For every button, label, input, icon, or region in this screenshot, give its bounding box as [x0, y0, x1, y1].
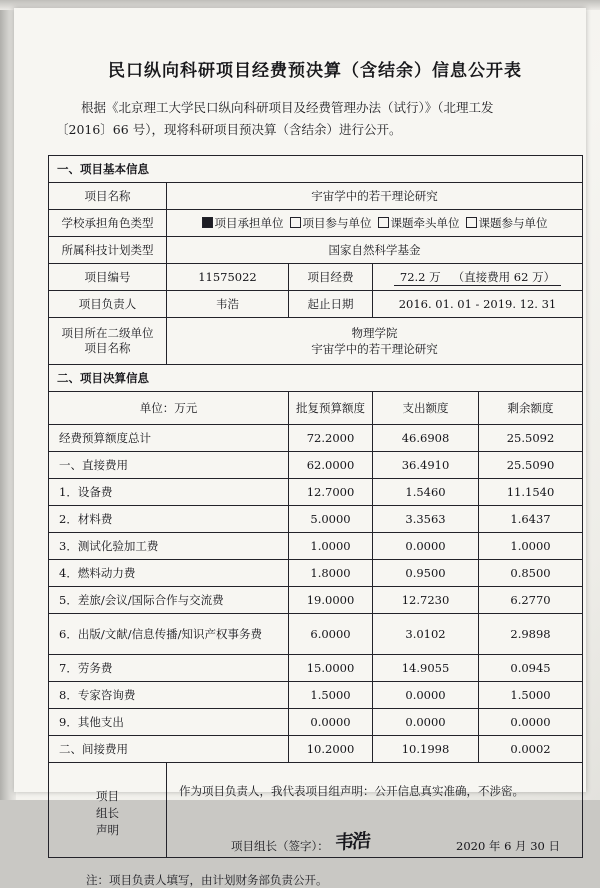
- footnote: 注：项目负责人填写，由计划财务部负责公开。: [86, 873, 328, 887]
- budget-row-budget: 1.5000: [289, 682, 373, 709]
- budget-row-budget: 15.0000: [289, 655, 373, 682]
- budget-row-spent: 0.0000: [373, 709, 479, 736]
- budget-row-label: 1．设备费: [49, 479, 289, 506]
- leader-value: 韦浩: [167, 291, 289, 318]
- funding-value-cell: [373, 264, 583, 291]
- budget-row-remain: 1.0000: [479, 533, 583, 560]
- section2-heading-row: [49, 365, 583, 392]
- role-type-options: [167, 210, 583, 237]
- role-option-0[interactable]: [202, 216, 284, 230]
- funding-amount: 72.2 万: [394, 269, 447, 286]
- table-row: [49, 452, 583, 479]
- budget-row-spent: 36.4910: [373, 452, 479, 479]
- table-row: [49, 506, 583, 533]
- budget-row-remain: 25.5090: [479, 452, 583, 479]
- budget-row-label: 2．材料费: [49, 506, 289, 533]
- budget-row-remain: 0.0945: [479, 655, 583, 682]
- budget-row-spent: 0.0000: [373, 682, 479, 709]
- budget-row-remain: 0.0002: [479, 736, 583, 763]
- budget-row-spent: 3.3563: [373, 506, 479, 533]
- department-label: [49, 318, 167, 365]
- role-option-3-label: 课题参与单位: [478, 216, 548, 230]
- budget-row-label: 4．燃料动力费: [49, 560, 289, 587]
- budget-row-label: 9．其他支出: [49, 709, 289, 736]
- budget-row-budget: 62.0000: [289, 452, 373, 479]
- declaration-label: [49, 763, 167, 858]
- role-option-0-label: 项目承担单位: [214, 216, 284, 230]
- budget-row-label: 7．劳务费: [49, 655, 289, 682]
- budget-row-remain: 25.5092: [479, 425, 583, 452]
- role-option-2[interactable]: [372, 216, 460, 230]
- column-header-budget: 批复预算额度: [289, 392, 373, 425]
- budget-row-label: 二、间接费用: [49, 736, 289, 763]
- funding-direct-cost: （直接费用 62 万）: [447, 269, 561, 286]
- budget-row-label: 3．测试化验加工费: [49, 533, 289, 560]
- role-option-1-label: 项目参与单位: [302, 216, 372, 230]
- declaration-label-line3: 声明: [96, 823, 119, 837]
- project-name-label: 项目名称: [49, 183, 167, 210]
- budget-row-budget: 19.0000: [289, 587, 373, 614]
- budget-row-remain: 1.6437: [479, 506, 583, 533]
- paper-sheet: [14, 8, 586, 887]
- budget-row-budget: 0.0000: [289, 709, 373, 736]
- budget-row-budget: 1.0000: [289, 533, 373, 560]
- period-value: 2016. 01. 01 - 2019. 12. 31: [373, 291, 583, 318]
- leader-label: 项目负责人: [49, 291, 167, 318]
- department-value-line1: 物理学院: [351, 326, 398, 340]
- project-name-value: 宇宙学中的若干理论研究: [167, 183, 583, 210]
- funding-label: 项目经费: [289, 264, 373, 291]
- table-row: [49, 655, 583, 682]
- budget-row-remain: 0.0000: [479, 709, 583, 736]
- column-header-remain: 剩余额度: [479, 392, 583, 425]
- declaration-text: 作为项目负责人，我代表项目组声明：公开信息真实准确，不涉密。: [179, 784, 524, 798]
- table-row-project-number: [49, 264, 583, 291]
- intro-line-1: 根据《北京理工大学民口纵向科研项目及经费管理办法（试行）》（北理工发: [81, 100, 494, 115]
- project-number-value: 11575022: [167, 264, 289, 291]
- signature-label: 项目组长（签字）：: [231, 839, 329, 853]
- table-row: [49, 709, 583, 736]
- plan-type-label: 所属科技计划类型: [49, 237, 167, 264]
- role-type-label: 学校承担角色类型: [49, 210, 167, 237]
- budget-row-label: 一、直接费用: [49, 452, 289, 479]
- intro-paragraph: [56, 97, 574, 141]
- budget-row-spent: 10.1998: [373, 736, 479, 763]
- signature-date: 2020 年 6 月 30 日: [456, 839, 560, 853]
- plan-type-value: 国家自然科学基金: [167, 237, 583, 264]
- budget-row-label: 6．出版/文献/信息传播/知识产权事务费: [49, 614, 289, 655]
- document-content: [48, 42, 582, 888]
- section1-heading-row: [49, 156, 583, 183]
- budget-row-budget: 12.7000: [289, 479, 373, 506]
- section1-heading: 一、项目基本信息: [49, 156, 583, 183]
- table-row: [49, 614, 583, 655]
- budget-row-spent: 0.0000: [373, 533, 479, 560]
- handwritten-signature: 韦浩: [334, 829, 370, 855]
- column-header-unit: 单位：万元: [49, 392, 289, 425]
- budget-row-budget: 6.0000: [289, 614, 373, 655]
- budget-row-label: 8．专家咨询费: [49, 682, 289, 709]
- table-row: [49, 736, 583, 763]
- budget-row-remain: 0.8500: [479, 560, 583, 587]
- page-title: 民口纵向科研项目经费预决算（含结余）信息公开表: [108, 61, 522, 81]
- budget-row-remain: 2.9898: [479, 614, 583, 655]
- budget-row-spent: 3.0102: [373, 614, 479, 655]
- table-row-role-type: [49, 210, 583, 237]
- budget-row-budget: 5.0000: [289, 506, 373, 533]
- table-row: [49, 533, 583, 560]
- role-option-1[interactable]: [284, 216, 372, 230]
- budget-row-budget: 72.2000: [289, 425, 373, 452]
- role-option-3[interactable]: [460, 216, 548, 230]
- signature-row: [171, 827, 578, 854]
- budget-row-label: 5．差旅/会议/国际合作与交流费: [49, 587, 289, 614]
- table-row-department: [49, 318, 583, 365]
- declaration-body: [167, 763, 583, 858]
- budget-row-remain: 1.5000: [479, 682, 583, 709]
- declaration-row: [49, 763, 583, 858]
- table-row: [49, 587, 583, 614]
- table-row: [49, 479, 583, 506]
- table-row-plan-type: [49, 237, 583, 264]
- budget-row-spent: 1.5460: [373, 479, 479, 506]
- section2-heading: 二、项目决算信息: [49, 365, 583, 392]
- information-table: [48, 155, 583, 858]
- department-label-line2: 项目名称: [84, 341, 131, 355]
- declaration-label-line2: 组长: [96, 806, 119, 820]
- table-row: [49, 560, 583, 587]
- budget-row-spent: 46.6908: [373, 425, 479, 452]
- budget-row-spent: 0.9500: [373, 560, 479, 587]
- checkbox-empty-icon[interactable]: [290, 217, 301, 228]
- role-option-2-label: 课题牵头单位: [390, 216, 460, 230]
- budget-row-spent: 12.7230: [373, 587, 479, 614]
- table-row-leader: [49, 291, 583, 318]
- project-number-label: 项目编号: [49, 264, 167, 291]
- column-header-spent: 支出额度: [373, 392, 479, 425]
- table-row: [49, 425, 583, 452]
- period-label: 起止日期: [289, 291, 373, 318]
- checkbox-filled-icon[interactable]: [202, 217, 213, 228]
- table-row: [49, 682, 583, 709]
- intro-line-2: 〔2016〕66 号），现将科研项目预决算（含结余）进行公开。: [56, 122, 402, 137]
- budget-row-budget: 10.2000: [289, 736, 373, 763]
- checkbox-empty-icon[interactable]: [466, 217, 477, 228]
- budget-row-budget: 1.8000: [289, 560, 373, 587]
- budget-row-remain: 6.2770: [479, 587, 583, 614]
- department-value: [167, 318, 583, 365]
- department-label-line1: 项目所在二级单位: [61, 326, 154, 340]
- checkbox-empty-icon[interactable]: [378, 217, 389, 228]
- budget-row-remain: 11.1540: [479, 479, 583, 506]
- department-value-line2: 宇宙学中的若干理论研究: [311, 342, 438, 356]
- declaration-label-line1: 项目: [96, 789, 119, 803]
- table-row-project-name: [49, 183, 583, 210]
- budget-row-label: 经费预算额度总计: [49, 425, 289, 452]
- budget-row-spent: 14.9055: [373, 655, 479, 682]
- section2-column-header-row: [49, 392, 583, 425]
